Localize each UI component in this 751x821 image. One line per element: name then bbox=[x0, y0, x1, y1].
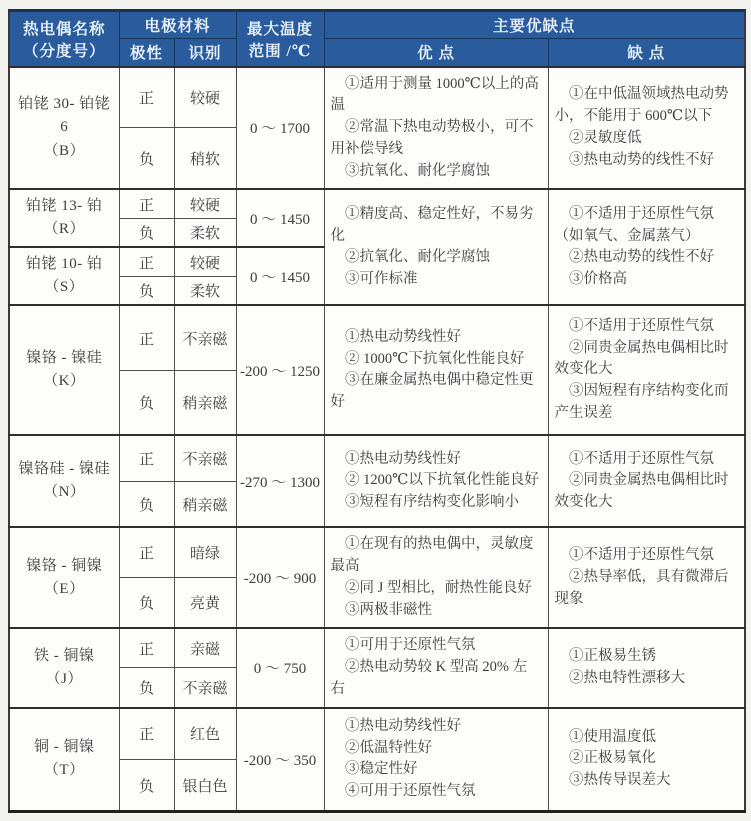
header-temp-line1: 最大温度 bbox=[247, 20, 314, 38]
pros-cell bbox=[324, 527, 548, 628]
identify-negative-cell: 稍亲磁 bbox=[174, 370, 236, 435]
cons-cell bbox=[548, 435, 745, 527]
header-identify: 识别 bbox=[174, 39, 236, 67]
pros-cell bbox=[324, 189, 548, 305]
pros-item: ③稳定性好 bbox=[345, 761, 418, 778]
polarity-negative-cell: 负 bbox=[119, 218, 174, 247]
pros-cell bbox=[324, 708, 548, 812]
cons-cell bbox=[548, 189, 745, 305]
pros-item: ③抗氧化、耐化学腐蚀 bbox=[345, 162, 491, 179]
polarity-positive-cell: 正 bbox=[119, 67, 174, 128]
temp-range-cell: 0 ～ 1700 bbox=[236, 67, 324, 190]
thermocouple-name bbox=[9, 435, 119, 527]
table-body bbox=[9, 67, 745, 812]
thermocouple-table bbox=[8, 9, 746, 813]
temp-range-cell: 0 ～ 1450 bbox=[236, 189, 324, 247]
polarity-positive-cell: 正 bbox=[119, 435, 174, 481]
polarity-positive-cell: 正 bbox=[119, 527, 174, 578]
thermocouple-name-line: （S） bbox=[44, 279, 85, 296]
pros-item: ③在廉金属热电偶中稳定性更好 bbox=[330, 372, 534, 410]
polarity-positive-cell: 正 bbox=[119, 189, 174, 218]
polarity-positive-cell: 正 bbox=[119, 305, 174, 370]
header-name-line1: 热电偶名称 bbox=[22, 20, 106, 38]
pros-item: ③可作标准 bbox=[345, 271, 418, 287]
header-pros-cons: 主要优缺点 bbox=[324, 11, 745, 39]
cons-item: ③价格高 bbox=[569, 271, 628, 287]
temp-range-cell: -200 ～ 1250 bbox=[236, 305, 324, 435]
polarity-positive-cell: 正 bbox=[119, 708, 174, 760]
pros-item: ①热电动势线性好 bbox=[345, 717, 462, 734]
header-name-line2: （分度号） bbox=[22, 42, 106, 60]
pros-cell bbox=[324, 435, 548, 527]
cons-cell bbox=[548, 527, 745, 628]
pros-item: ①可用于还原性气氛 bbox=[345, 637, 476, 654]
cons-item: ①不适用于还原性气氛 bbox=[569, 450, 715, 467]
cons-item: ①使用温度低 bbox=[569, 728, 657, 745]
pros-item: ④可用于还原性气氛 bbox=[345, 783, 476, 799]
polarity-negative-cell: 负 bbox=[119, 578, 174, 629]
pros-item: ② 1200℃以下抗氧化性能良好 bbox=[345, 472, 539, 489]
pros-item: ③短程有序结构变化影响小 bbox=[345, 494, 520, 511]
identify-negative-cell: 稍软 bbox=[174, 128, 236, 189]
identify-positive-cell: 暗绿 bbox=[174, 527, 236, 578]
pros-item: ①热电动势线性好 bbox=[345, 450, 462, 467]
cons-item: ①在中低温领域热电动势小，不能用于 600℃以下 bbox=[554, 86, 729, 125]
cons-item: ①正极易生锈 bbox=[569, 648, 657, 665]
temp-range-cell: 0 ～ 750 bbox=[236, 628, 324, 707]
identify-negative-cell: 银白色 bbox=[174, 760, 236, 812]
cons-cell bbox=[548, 628, 745, 707]
header-cons: 缺 点 bbox=[548, 39, 745, 67]
thermocouple-name-line: （B） bbox=[43, 142, 85, 159]
cons-item: ②灵敏度低 bbox=[569, 129, 642, 146]
thermocouple-name bbox=[9, 527, 119, 628]
pros-item: ②同 J 型相比，耐热性能良好 bbox=[345, 579, 532, 596]
identify-positive-cell: 较硬 bbox=[174, 247, 236, 276]
pros-cell bbox=[324, 67, 548, 190]
header-thermocouple-name bbox=[9, 11, 119, 67]
header-electrode-material: 电极材料 bbox=[119, 11, 236, 39]
identify-negative-cell: 柔软 bbox=[174, 218, 236, 247]
identify-negative-cell: 亮黄 bbox=[174, 578, 236, 629]
thermocouple-name-line: （E） bbox=[43, 580, 85, 597]
thermocouple-name-line: 镍铬硅 - 镍硅 bbox=[18, 461, 110, 477]
pros-item: ①在现有的热电偶中，灵敏度最高 bbox=[330, 536, 534, 574]
pros-item: ①热电动势线性好 bbox=[345, 328, 462, 345]
polarity-positive-cell: 正 bbox=[119, 628, 174, 668]
pros-item: ①精度高、稳定性好，不易劣化 bbox=[330, 205, 534, 244]
thermocouple-name-line: 镍铬 - 镍硅 bbox=[26, 350, 103, 366]
identify-positive-cell: 红色 bbox=[174, 708, 236, 760]
thermocouple-name-line: 铂铑 10- 铂 bbox=[26, 256, 103, 272]
thermocouple-name-line: 铂铑 30- 铂铑 6 bbox=[18, 96, 111, 136]
cons-item: ①不适用于还原性气氛（如氧气、金属蒸气） bbox=[554, 205, 715, 244]
thermocouple-name-line: 铁 - 铜镍 bbox=[34, 647, 95, 664]
pros-item: ①适用于测量 1000℃以上的高温 bbox=[330, 75, 539, 114]
thermocouple-name bbox=[9, 708, 119, 812]
cons-item: ②同贵金属热电偶相比时效变化大 bbox=[554, 339, 729, 378]
thermocouple-name-line: 镍铬 - 铜镍 bbox=[26, 557, 103, 574]
cons-cell bbox=[548, 67, 745, 190]
identify-positive-cell: 不亲磁 bbox=[174, 435, 236, 481]
header-temp-line2: 范围 /℃ bbox=[248, 42, 312, 60]
polarity-negative-cell: 负 bbox=[119, 481, 174, 527]
polarity-negative-cell: 负 bbox=[119, 370, 174, 435]
identify-positive-cell: 较硬 bbox=[174, 67, 236, 128]
cons-item: ③热传导误差大 bbox=[569, 772, 671, 789]
cons-item: ①不适用于还原性气氛 bbox=[569, 317, 715, 334]
temp-range-cell: -270 ～ 1300 bbox=[236, 435, 324, 527]
temp-range-cell: 0 ～ 1450 bbox=[236, 247, 324, 305]
identify-positive-cell: 亲磁 bbox=[174, 628, 236, 668]
pros-item: ③两极非磁性 bbox=[345, 601, 433, 618]
pros-cell bbox=[324, 628, 548, 707]
header-polarity: 极性 bbox=[119, 39, 174, 67]
header-max-temp-range bbox=[236, 11, 324, 67]
thermocouple-name-line: （J） bbox=[45, 670, 83, 687]
thermocouple-name bbox=[9, 189, 119, 247]
thermocouple-name bbox=[9, 67, 119, 190]
identify-positive-cell: 不亲磁 bbox=[174, 305, 236, 370]
pros-item: ② 1000℃下抗氧化性能良好 bbox=[345, 350, 525, 367]
thermocouple-name bbox=[9, 247, 119, 305]
identify-negative-cell: 稍亲磁 bbox=[174, 481, 236, 527]
identify-positive-cell: 较硬 bbox=[174, 189, 236, 218]
pros-item: ②常温下热电动势极小，可不用补偿导线 bbox=[330, 119, 534, 157]
cons-item: ③因短程有序结构变化而产生误差 bbox=[554, 383, 729, 421]
pros-cell bbox=[324, 305, 548, 435]
pros-item: ②热电动势较 K 型高 20% 左右 bbox=[330, 659, 528, 697]
temp-range-cell: -200 ～ 900 bbox=[236, 527, 324, 628]
cons-item: ②同贵金属热电偶相比时效变化大 bbox=[554, 472, 729, 511]
identify-negative-cell: 柔软 bbox=[174, 276, 236, 305]
table-header bbox=[9, 11, 745, 67]
cons-item: ①不适用于还原性气氛 bbox=[569, 547, 715, 564]
thermocouple-name-line: 铜 - 铜镍 bbox=[34, 739, 95, 755]
polarity-negative-cell: 负 bbox=[119, 128, 174, 189]
identify-negative-cell: 不亲磁 bbox=[174, 668, 236, 708]
cons-item: ③热电动势的线性不好 bbox=[569, 151, 715, 168]
polarity-positive-cell: 正 bbox=[119, 247, 174, 276]
thermocouple-name bbox=[9, 305, 119, 435]
pros-item: ②低温特性好 bbox=[345, 739, 433, 756]
cons-item: ②热电特性漂移大 bbox=[569, 669, 686, 686]
cons-item: ②热导率低，具有微滞后现象 bbox=[554, 568, 729, 607]
cons-item: ②热电动势的线性不好 bbox=[569, 249, 715, 266]
polarity-negative-cell: 负 bbox=[119, 276, 174, 305]
temp-range-cell: -200 ～ 350 bbox=[236, 708, 324, 812]
cons-item: ②正极易氧化 bbox=[569, 750, 657, 767]
thermocouple-name-line: （R） bbox=[43, 221, 85, 238]
thermocouple-name bbox=[9, 628, 119, 707]
cons-cell bbox=[548, 708, 745, 812]
cons-cell bbox=[548, 305, 745, 435]
thermocouple-name-line: （K） bbox=[43, 373, 86, 390]
thermocouple-name-line: 铂铑 13- 铂 bbox=[26, 198, 103, 214]
polarity-negative-cell: 负 bbox=[119, 668, 174, 708]
thermocouple-name-line: （T） bbox=[43, 762, 85, 779]
thermocouple-name-line: （N） bbox=[43, 484, 86, 501]
polarity-negative-cell: 负 bbox=[119, 760, 174, 812]
pros-item: ②抗氧化、耐化学腐蚀 bbox=[345, 249, 491, 266]
header-pros: 优 点 bbox=[324, 39, 548, 67]
